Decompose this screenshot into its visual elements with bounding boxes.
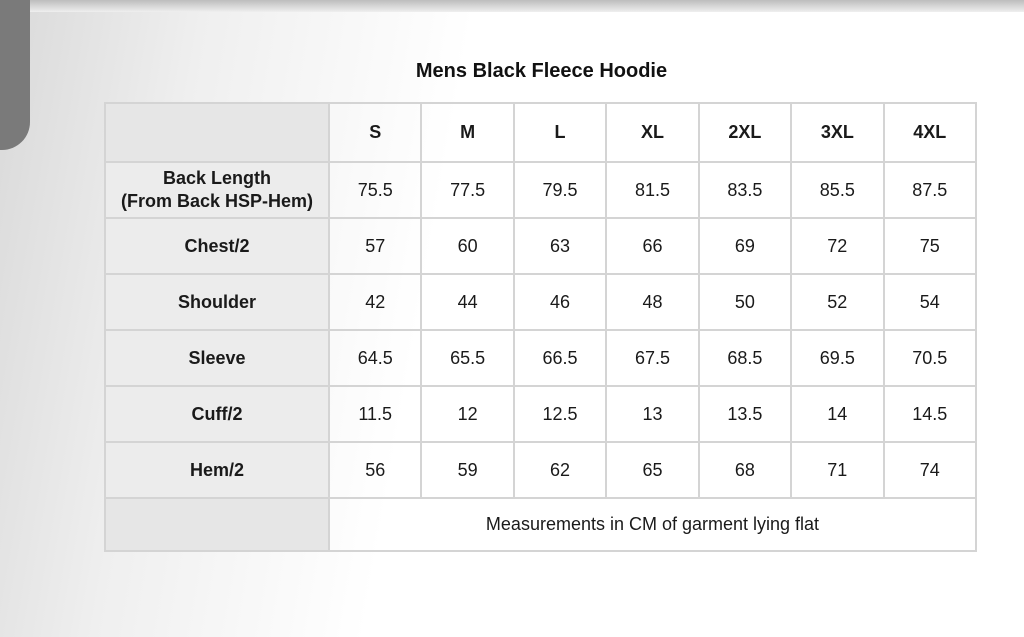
table-cell: 48	[606, 274, 698, 330]
footer-row	[105, 498, 976, 551]
size-header: 4XL	[884, 103, 976, 162]
measurement-note: Measurements in CM of garment lying flat	[329, 498, 976, 551]
row-label: Shoulder	[105, 274, 329, 330]
table-cell: 59	[421, 442, 513, 498]
table-cell: 56	[329, 442, 421, 498]
table-cell: 44	[421, 274, 513, 330]
table-cell: 65	[606, 442, 698, 498]
table-cell: 60	[421, 218, 513, 274]
table-cell: 52	[791, 274, 883, 330]
page-title: Mens Black Fleece Hoodie	[415, 60, 668, 82]
table-cell: 67.5	[606, 330, 698, 386]
table-row	[105, 330, 976, 386]
row-label-line1: Back Length	[162, 168, 272, 188]
size-header: S	[329, 103, 421, 162]
table-cell: 72	[791, 218, 883, 274]
table-cell: 64.5	[329, 330, 421, 386]
size-header: 2XL	[699, 103, 791, 162]
table-cell: 14.5	[884, 386, 976, 442]
table-cell: 79.5	[514, 162, 606, 218]
table-cell: 85.5	[791, 162, 883, 218]
table-cell: 46	[514, 274, 606, 330]
row-label: Cuff/2	[105, 386, 329, 442]
table-cell: 12.5	[514, 386, 606, 442]
table-row	[105, 218, 976, 274]
table-cell: 50	[699, 274, 791, 330]
footer-corner-cell	[105, 498, 329, 551]
table-cell: 70.5	[884, 330, 976, 386]
table-row	[105, 386, 976, 442]
table-cell: 81.5	[606, 162, 698, 218]
top-bar	[0, 0, 1024, 12]
table-cell: 69	[699, 218, 791, 274]
table-cell: 42	[329, 274, 421, 330]
row-label: Chest/2	[105, 218, 329, 274]
table-cell: 83.5	[699, 162, 791, 218]
table-cell: 54	[884, 274, 976, 330]
row-label: Sleeve	[105, 330, 329, 386]
table-cell: 66	[606, 218, 698, 274]
table-cell: 68	[699, 442, 791, 498]
size-header: 3XL	[791, 103, 883, 162]
table-cell: 13.5	[699, 386, 791, 442]
table-cell: 62	[514, 442, 606, 498]
table-cell: 69.5	[791, 330, 883, 386]
table-cell: 75.5	[329, 162, 421, 218]
table-cell: 57	[329, 218, 421, 274]
table-row	[105, 274, 976, 330]
table-cell: 68.5	[699, 330, 791, 386]
table-cell: 66.5	[514, 330, 606, 386]
header-row	[105, 103, 976, 162]
header-corner-cell	[105, 103, 329, 162]
row-label: Hem/2	[105, 442, 329, 498]
table-cell: 65.5	[421, 330, 513, 386]
table-cell: 11.5	[329, 386, 421, 442]
table-cell: 63	[514, 218, 606, 274]
table-cell: 71	[791, 442, 883, 498]
size-chart-table	[104, 102, 977, 552]
row-label	[105, 162, 329, 218]
table-cell: 77.5	[421, 162, 513, 218]
table-cell: 75	[884, 218, 976, 274]
table-cell: 14	[791, 386, 883, 442]
table-cell: 12	[421, 386, 513, 442]
table-cell: 74	[884, 442, 976, 498]
table-row	[105, 162, 976, 218]
table-cell: 13	[606, 386, 698, 442]
table-row	[105, 442, 976, 498]
size-header: XL	[606, 103, 698, 162]
size-header: L	[514, 103, 606, 162]
size-header: M	[421, 103, 513, 162]
table-cell: 87.5	[884, 162, 976, 218]
row-label-line2: (From Back HSP-Hem)	[120, 191, 314, 211]
